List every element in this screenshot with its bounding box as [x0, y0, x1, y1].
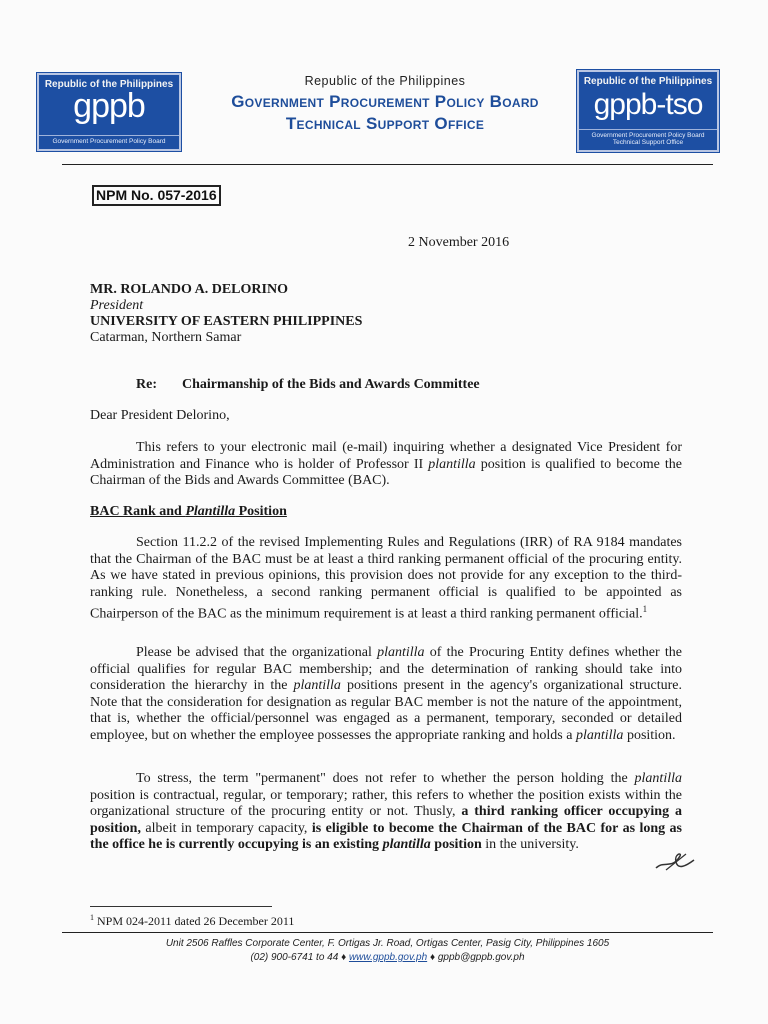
addressee-institution: UNIVERSITY OF EASTERN PHILIPPINES [90, 314, 363, 329]
org-office: Technical Support Office [285, 114, 485, 133]
logo-sub-text [579, 129, 717, 146]
subject-text: Chairmanship of the Bids and Awards Committee [182, 377, 480, 392]
letter-date: 2 November 2016 [408, 235, 510, 250]
logo-sub-line-2: Technical Support Office [612, 139, 684, 146]
org-name: Government Procurement Policy Board [231, 92, 539, 111]
logo-mark: gppb [73, 87, 145, 125]
footer-email: gppb@gppb.gov.ph [437, 952, 525, 963]
subject-label: Re: [136, 377, 157, 392]
footer-website-link[interactable]: www.gppb.gov.ph [348, 952, 428, 963]
footnote-divider [90, 906, 272, 907]
footer-separator: ♦ [429, 952, 436, 963]
gppb-tso-logo [577, 70, 719, 152]
logo-top-text: Republic of the Philippines [583, 76, 713, 87]
footer-divider [62, 932, 713, 933]
addressee-title: President [90, 298, 144, 313]
gppb-logo [37, 73, 181, 151]
logo-top-text: Republic of the Philippines [44, 79, 174, 90]
republic-heading: Republic of the Philippines [304, 74, 466, 88]
logo-sub-line-1: Government Procurement Policy Board [591, 132, 705, 139]
paragraph-bac-rank: Section 11.2.2 of the revised Implementing Rules and Regulations (IRR) of RA 9184 mandates that the Chairman of the BAC must be at least a third ranking permanent official of the procuring entity. As we have stated in previous opinions, this provision does not provide for any exception to the third-ranking rule. Nonetheless, a second ranking permanent official is qualified to be appointed as Chairperson of the BAC as the minimum requirement is at least a third ranking permanent official.$^1$ [90, 535, 682, 623]
footnote: $^1$ NPM 024-2011 dated 26 December 2011 [90, 913, 295, 928]
paragraph-intro: This refers to your electronic mail (e-mail) inquiring whether a designated Vice President for Administration and Finance who is holder of Professor II plantilla position is qualified to become the Chairman of the Bids and Awards Committee (BAC). [90, 440, 682, 489]
footer-contact [62, 952, 713, 963]
footer-address: Unit 2506 Raffles Corporate Center, F. Ortigas Jr. Road, Ortigas Center, Pasig City, Philippines 1605 [165, 938, 610, 949]
addressee-location: Catarman, Northern Samar [90, 330, 242, 345]
footer-phone: (02) 900-6741 to 44 [250, 952, 339, 963]
header-divider [62, 164, 713, 165]
paragraph-permanent: To stress, the term "permanent" does not refer to whether the person holding the plantilla position is contractual, regular, or temporary; rather, this refers to whether the position exists within the organizational structure of the procuring entity or not. Thusly, a third ranking officer occupying a position, albeit in temporary capacity, is eligible to become the Chairman of the BAC for as long as the office he is currently occupying is an existing plantilla position in the university. [90, 771, 682, 853]
initials-mark [652, 848, 698, 880]
npm-number: NPM No. 057-2016 [92, 185, 221, 206]
logo-mark: gppb-tso [593, 88, 703, 121]
footnote-ref: 1 [642, 604, 648, 615]
logo-sub-text: Government Procurement Policy Board [39, 135, 179, 145]
salutation: Dear President Delorino, [90, 408, 230, 423]
paragraph-plantilla: Please be advised that the organizational plantilla of the Procuring Entity defines whether the official qualifies for regular BAC membership; and the determination of ranking should take into consideration the hierarchy in the plantilla positions present in the agency's organizational structure. Note that the consideration for designation as regular BAC member is not the nature of the appointment, that is, whether the official/personnel was engaged as a permanent, temporary, seconded or detailed employee, but on whether the employee possesses the appropriate ranking and holds a plantilla position. [90, 645, 682, 743]
footer-separator: ♦ [341, 952, 347, 963]
addressee-name: MR. ROLANDO A. DELORINO [90, 282, 288, 297]
signature-scribble-icon [652, 848, 698, 874]
section-heading: BAC Rank and Plantilla Position [90, 504, 287, 519]
